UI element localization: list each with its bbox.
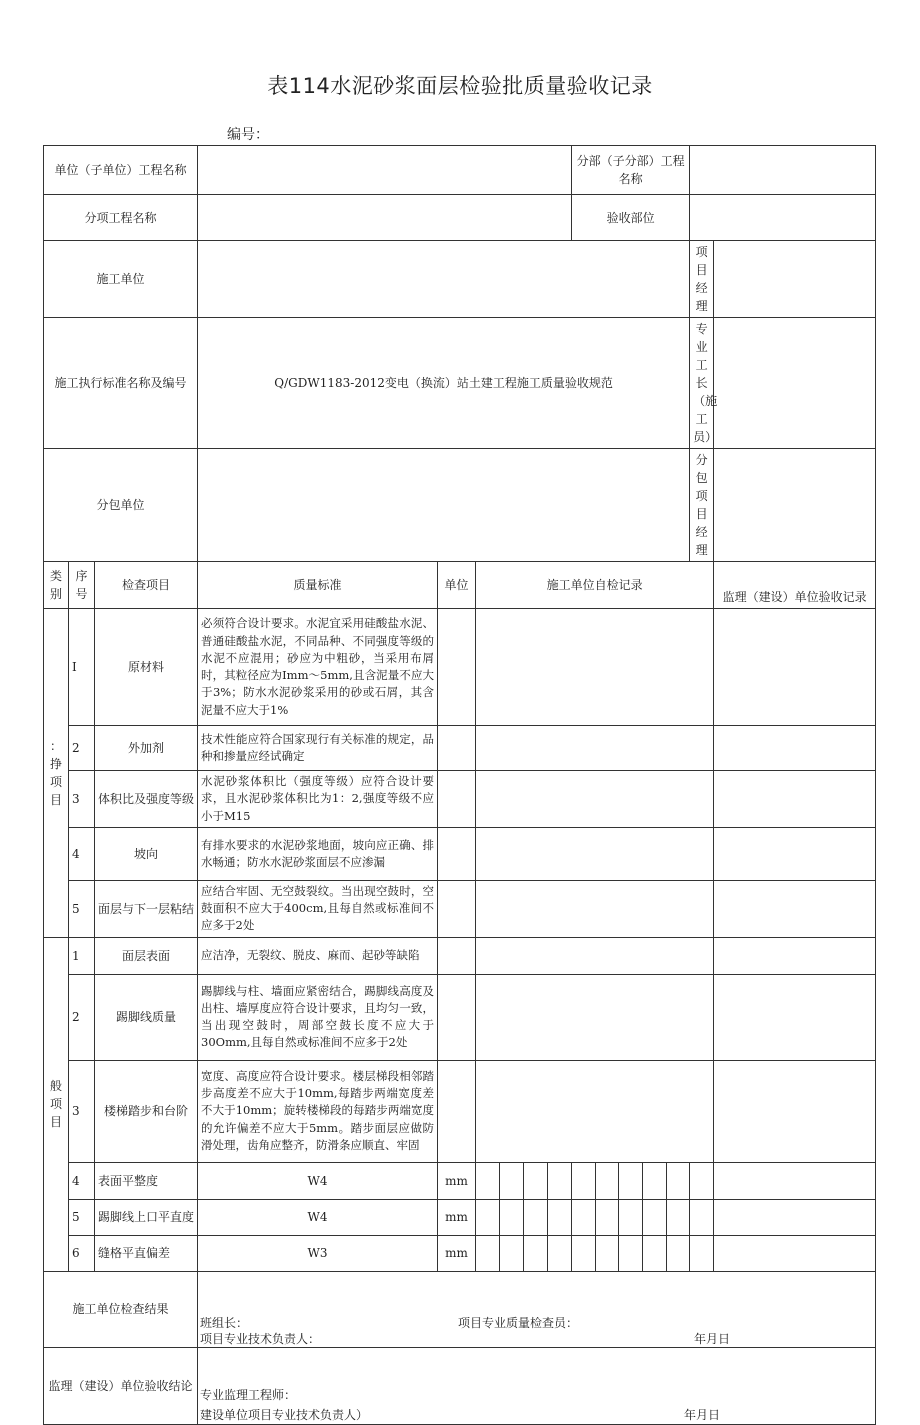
row-standard: 宽度、高度应符合设计要求。楼层梯段相邻踏步高度差不应大于10mm,每踏步两端宽度差不大于10mm；旋转楼梯段的每踏步两端宽度的允许偏差不应大于5mm。踏步面层应做防滑处理，齿角应整齐，防滑条应顺直、牢固 bbox=[198, 1060, 438, 1162]
row-item-name: 面层与下一层粘结 bbox=[95, 880, 198, 937]
measure-cell[interactable] bbox=[548, 1199, 572, 1235]
row-supervision[interactable] bbox=[714, 726, 876, 771]
measure-cell[interactable] bbox=[500, 1162, 524, 1199]
row-self-check[interactable] bbox=[476, 880, 714, 937]
measure-cell[interactable] bbox=[667, 1199, 690, 1235]
general-items-category: 般项目 bbox=[44, 937, 69, 1271]
contractor-result-label: 施工单位检查结果 bbox=[44, 1271, 198, 1347]
table-row bbox=[44, 726, 876, 771]
table-row bbox=[44, 827, 876, 880]
contractor-value[interactable] bbox=[198, 241, 690, 318]
table-row bbox=[44, 937, 876, 974]
col-category-header: 类别 bbox=[44, 562, 69, 609]
table-row bbox=[44, 1162, 876, 1199]
row-supervision[interactable] bbox=[714, 974, 876, 1060]
row-self-check[interactable] bbox=[476, 609, 714, 726]
contractor-label: 施工单位 bbox=[44, 241, 198, 318]
row-standard: 技术性能应符合国家现行有关标准的规定，品种和掺量应经试确定 bbox=[198, 726, 438, 771]
table-row bbox=[44, 771, 876, 828]
table-row bbox=[44, 880, 876, 937]
row-standard: 有排水要求的水泥砂浆地面，坡向应正确、排水畅通；防水水泥砂浆面层不应渗漏 bbox=[198, 827, 438, 880]
row-standard: W4 bbox=[198, 1199, 438, 1235]
row-seq: 1 bbox=[69, 937, 95, 974]
row-item-name: 面层表面 bbox=[95, 937, 198, 974]
measure-cell[interactable] bbox=[667, 1235, 690, 1271]
row-unit bbox=[438, 974, 476, 1060]
table-row bbox=[44, 1235, 876, 1271]
team-leader-label: 班组长： bbox=[200, 1315, 249, 1330]
supervision-engineer-label: 专业监理工程师： bbox=[200, 1387, 297, 1402]
row-unit: mm bbox=[438, 1235, 476, 1271]
row-supervision[interactable] bbox=[714, 1060, 876, 1162]
row-supervision[interactable] bbox=[714, 771, 876, 828]
row-unit bbox=[438, 880, 476, 937]
project-manager-label: 项目经理 bbox=[690, 241, 714, 318]
subcontractor-label: 分包单位 bbox=[44, 449, 198, 562]
measure-cell[interactable] bbox=[548, 1162, 572, 1199]
measure-cell[interactable] bbox=[596, 1235, 619, 1271]
row-seq: 2 bbox=[69, 974, 95, 1060]
form-title: 表114水泥砂浆面层检验批质量验收记录 bbox=[267, 74, 653, 98]
row-standard: W3 bbox=[198, 1235, 438, 1271]
row-item-name: 踢脚线上口平直度 bbox=[95, 1199, 198, 1235]
measure-cell[interactable] bbox=[619, 1199, 643, 1235]
measure-cell[interactable] bbox=[690, 1235, 714, 1271]
measure-cell[interactable] bbox=[596, 1162, 619, 1199]
row-seq: I bbox=[69, 609, 95, 726]
supervision-result-label: 监理（建设）单位验收结论 bbox=[44, 1347, 198, 1424]
measure-cell[interactable] bbox=[476, 1199, 500, 1235]
row-unit: mm bbox=[438, 1162, 476, 1199]
row-unit: mm bbox=[438, 1199, 476, 1235]
measure-cell[interactable] bbox=[643, 1199, 667, 1235]
standard-value: Q/GDW1183-2012变电（换流）站土建工程施工质量验收规范 bbox=[198, 318, 690, 449]
table-row bbox=[44, 1199, 876, 1235]
measure-cell[interactable] bbox=[548, 1235, 572, 1271]
subdivision-name-value[interactable] bbox=[690, 146, 876, 195]
row-item-name: 踢脚线质量 bbox=[95, 974, 198, 1060]
row-standard: 应结合牢固、无空鼓裂纹。当出现空鼓时，空鼓面积不应大于400cm,且每自然或标准间不应多于2处 bbox=[198, 880, 438, 937]
col-standard-header: 质量标准 bbox=[198, 562, 438, 609]
inspection-form-table bbox=[43, 145, 876, 1425]
row-supervision[interactable] bbox=[714, 1199, 876, 1235]
measure-cell[interactable] bbox=[619, 1235, 643, 1271]
table-row bbox=[44, 974, 876, 1060]
col-item-header: 检查项目 bbox=[95, 562, 198, 609]
subitem-value[interactable] bbox=[198, 195, 572, 241]
row-item-name: 楼梯踏步和台阶 bbox=[95, 1060, 198, 1162]
measure-cell[interactable] bbox=[643, 1162, 667, 1199]
measure-cell[interactable] bbox=[572, 1162, 596, 1199]
subitem-label: 分项工程名称 bbox=[44, 195, 198, 241]
row-supervision[interactable] bbox=[714, 880, 876, 937]
table-row bbox=[44, 1060, 876, 1162]
row-seq: 5 bbox=[69, 1199, 95, 1235]
measure-cell[interactable] bbox=[643, 1235, 667, 1271]
measure-cell[interactable] bbox=[476, 1235, 500, 1271]
row-seq: 2 bbox=[69, 726, 95, 771]
project-manager-value[interactable] bbox=[714, 241, 876, 318]
supervision-result-cell[interactable] bbox=[198, 1347, 876, 1424]
row-standard: 必须符合设计要求。水泥宜采用硅酸盐水泥、普通硅酸盐水泥，不同品种、不同强度等级的水泥不应混用；砂应为中粗砂，当采用布屑时，其粒径应为Imm～5mm,且含泥量不应大于3%；防水水泥砂浆采用的砂或石屑，其含泥量不应大于1% bbox=[198, 609, 438, 726]
row-unit bbox=[438, 1060, 476, 1162]
col-unit-header: 单位 bbox=[438, 562, 476, 609]
row-supervision[interactable] bbox=[714, 609, 876, 726]
col-supervision-header: 监理（建设）单位验收记录 bbox=[714, 562, 876, 609]
supervision-date: 年月日 bbox=[684, 1407, 721, 1422]
row-item-name: 表面平整度 bbox=[95, 1162, 198, 1199]
row-self-check[interactable] bbox=[476, 771, 714, 828]
row-self-check[interactable] bbox=[476, 726, 714, 771]
row-item-name: 原材料 bbox=[95, 609, 198, 726]
serial-number-label: 编号： bbox=[227, 127, 269, 143]
row-seq: 4 bbox=[69, 1162, 95, 1199]
measure-cell[interactable] bbox=[690, 1162, 714, 1199]
row-self-check[interactable] bbox=[476, 1060, 714, 1162]
measure-cell[interactable] bbox=[524, 1235, 548, 1271]
measure-cell[interactable] bbox=[667, 1162, 690, 1199]
measure-cell[interactable] bbox=[596, 1199, 619, 1235]
row-unit bbox=[438, 609, 476, 726]
subdivision-name-label: 分部（子分部）工程名称 bbox=[572, 146, 690, 195]
measure-cell[interactable] bbox=[500, 1199, 524, 1235]
row-item-name: 坡向 bbox=[95, 827, 198, 880]
measure-cell[interactable] bbox=[524, 1162, 548, 1199]
unit-name-label: 单位（子单位）工程名称 bbox=[44, 146, 198, 195]
row-seq: 3 bbox=[69, 771, 95, 828]
subcontractor-value[interactable] bbox=[198, 449, 690, 562]
owner-tech-lead-label: 建设单位项目专业技术负责人） bbox=[200, 1407, 369, 1422]
measure-cell[interactable] bbox=[572, 1199, 596, 1235]
measure-cell[interactable] bbox=[619, 1162, 643, 1199]
row-seq: 4 bbox=[69, 827, 95, 880]
row-supervision[interactable] bbox=[714, 1162, 876, 1199]
row-item-name: 体积比及强度等级 bbox=[95, 771, 198, 828]
row-unit bbox=[438, 771, 476, 828]
row-supervision[interactable] bbox=[714, 937, 876, 974]
row-unit bbox=[438, 937, 476, 974]
standard-label: 施工执行标准名称及编号 bbox=[44, 318, 198, 449]
measure-cell[interactable] bbox=[572, 1235, 596, 1271]
unit-name-value[interactable] bbox=[198, 146, 572, 195]
row-item-name: 缝格平直偏差 bbox=[95, 1235, 198, 1271]
quality-inspector-label: 项目专业质量检查员： bbox=[458, 1315, 579, 1330]
acceptance-part-label: 验收部位 bbox=[572, 195, 690, 241]
row-supervision[interactable] bbox=[714, 827, 876, 880]
acceptance-part-value[interactable] bbox=[690, 195, 876, 241]
measure-cell[interactable] bbox=[476, 1162, 500, 1199]
col-self-check-header: 施工单位自检记录 bbox=[476, 562, 714, 609]
row-standard: 应洁净，无裂纹、脱皮、麻而、起砂等缺陷 bbox=[198, 937, 438, 974]
row-seq: 5 bbox=[69, 880, 95, 937]
col-seq-header: 序号 bbox=[69, 562, 95, 609]
row-unit bbox=[438, 827, 476, 880]
row-seq: 3 bbox=[69, 1060, 95, 1162]
measure-cell[interactable] bbox=[524, 1199, 548, 1235]
row-item-name: 外加剂 bbox=[95, 726, 198, 771]
row-seq: 6 bbox=[69, 1235, 95, 1271]
measure-cell[interactable] bbox=[690, 1199, 714, 1235]
sub-pm-label: 分包项目经理 bbox=[690, 449, 714, 562]
row-self-check[interactable] bbox=[476, 827, 714, 880]
row-standard: 踢脚线与柱、墙面应紧密结合，踢脚线高度及出柱、墙厚度应符合设计要求，且均匀一致，当出现空鼓时，周部空鼓长度不应大于30Omm,且每自然或标准间不应多于2处 bbox=[198, 974, 438, 1060]
row-unit bbox=[438, 726, 476, 771]
sub-pm-value[interactable] bbox=[714, 449, 876, 562]
contractor-date: 年月日 bbox=[694, 1331, 731, 1346]
main-items-category: ：挣项目 bbox=[44, 609, 69, 938]
row-supervision[interactable] bbox=[714, 1235, 876, 1271]
foreman-value[interactable] bbox=[714, 318, 876, 449]
row-self-check[interactable] bbox=[476, 937, 714, 974]
tech-lead-label: 项目专业技术负责人： bbox=[200, 1331, 321, 1346]
table-row bbox=[44, 609, 876, 726]
foreman-label: 专业工长（施工员） bbox=[690, 318, 714, 449]
row-standard: W4 bbox=[198, 1162, 438, 1199]
row-standard: 水泥砂浆体积比（强度等级）应符合设计要求，且水泥砂浆体积比为1：2,强度等级不应小于M15 bbox=[198, 771, 438, 828]
row-self-check[interactable] bbox=[476, 974, 714, 1060]
measure-cell[interactable] bbox=[500, 1235, 524, 1271]
contractor-result-cell[interactable] bbox=[198, 1271, 876, 1347]
